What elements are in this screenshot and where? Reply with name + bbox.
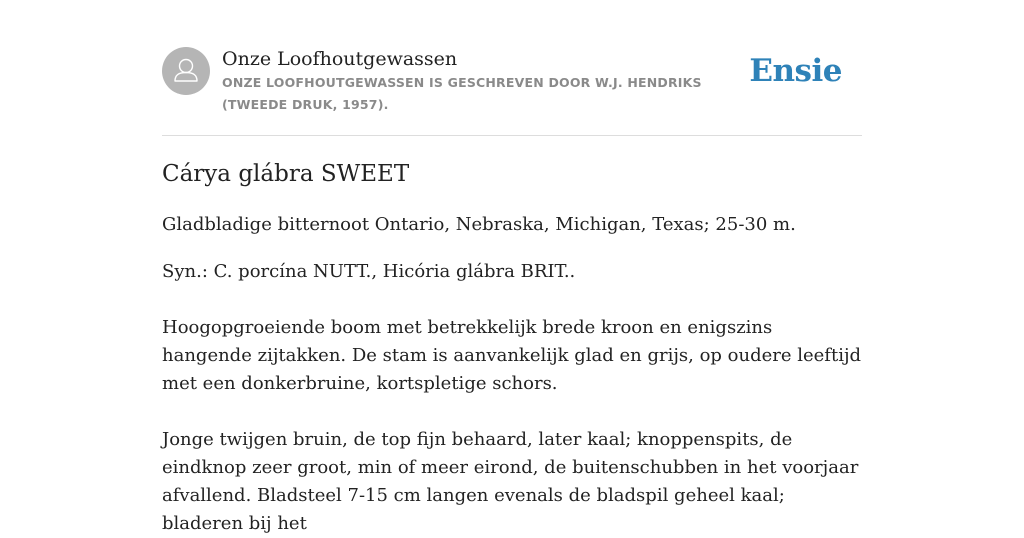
entry-content: [162, 158, 862, 538]
entry-title: Cárya glábra SWEET: [162, 161, 410, 187]
ensie-logo[interactable]: Ensie: [749, 53, 842, 89]
book-header: [162, 47, 862, 117]
entry-paragraph: Gladbladige bitternoot Ontario, Nebraska, Michigan, Texas; 25-30 m.: [162, 214, 796, 235]
header-divider: [162, 135, 862, 136]
entry-paragraph: Hoogopgroeiende boom met betrekkelijk brede kroon en enigszins hangende zijtakken. De stam is aanvankelijk glad en grijs, op oudere leeftijd met een donkerbruine, kortspletige schors.: [162, 317, 862, 394]
book-title[interactable]: Onze Loofhoutgewassen: [222, 48, 458, 70]
book-subtitle: ONZE LOOFHOUTGEWASSEN IS GESCHREVEN DOOR W.J. HENDRIKS (TWEEDE DRUK, 1957).: [222, 75, 702, 112]
user-placeholder-icon: [162, 47, 210, 95]
entry-paragraph: Syn.: C. porcína NUTT., Hicória glábra BRIT..: [162, 261, 576, 282]
entry-paragraph: Jonge twijgen bruin, de top fijn behaard, later kaal; knoppenspits, de eindknop zeer groot, min of meer eirond, de buitenschubben in het voorjaar afvallend. Bladsteel 7-15 cm langen evenals de bladspil geheel kaal; bladeren bij het: [162, 429, 859, 534]
